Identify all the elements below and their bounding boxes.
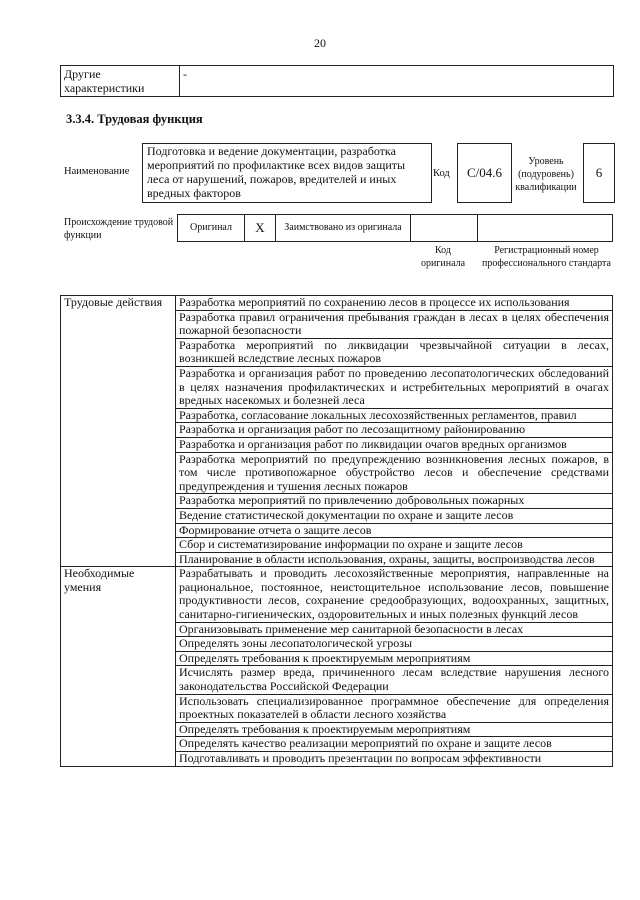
table-cell-item: Разработка и организация работ по проведению лесопатологических обследований в целях назначения профилактических и истребительных мероприятий в очагах вредных насекомых и болезней леса [176,366,613,408]
function-details-table [60,295,613,767]
table-cell-item: Сбор и систематизирование информации по охране и защите лесов [176,538,613,553]
table-row [61,296,613,311]
table-cell-item: Определять зоны лесопатологической угрозы [176,637,613,652]
other-characteristics-label: Другие характеристики [61,66,180,97]
origin-table [177,214,613,242]
table-cell-item: Определять требования к проектируемым мероприятиям [176,722,613,737]
table-cell-item: Разработка мероприятий по предупреждению возникновения лесных пожаров, в том числе противопожарное обустройство лесов и обеспечение средствами предупреждения и тушения лесных пожаров [176,452,613,494]
table-cell-item: Разработка мероприятий по сохранению лесов в процессе их использования [176,296,613,311]
table-cell-item: Исчислять размер вреда, причиненного лесам вследствие нарушения лесного законодательства Российской Федерации [176,666,613,694]
table-cell-item: Подготавливать и проводить презентации по вопросам эффективности [176,752,613,767]
table-cell-item: Разработка мероприятий по ликвидации чрезвычайной ситуации в лесах, возникшей вследствие лесных пожаров [176,338,613,366]
other-characteristics-table [60,65,614,97]
page-number: 20 [314,36,326,50]
qualification-level: 6 [583,143,615,203]
table-cell-item: Определять требования к проектируемым мероприятиям [176,651,613,666]
code-label: Код [433,168,450,179]
origin-code-caption: Код оригинала [420,245,466,269]
table-cell-item: Использовать специализированное программное обеспечение для определения проектных показателей в области лесного хозяйства [176,694,613,722]
function-name: Подготовка и ведение документации, разработка мероприятий по профилактике всех видов защиты леса от нарушений, пожаров, вредителей и иных вредных факторов [142,143,432,203]
qualification-level-label: Уровень (подуровень) квалификации [515,156,577,193]
table-cell-item: Разработка правил ограничения пребывания граждан в лесах в целях обеспечения пожарной безопасности [176,310,613,338]
table-cell-item: Планирование в области использования, охраны, защиты, воспроизводства лесов [176,552,613,567]
origin-code-cell [411,215,478,242]
table-cell-item: Разрабатывать и проводить лесохозяйственные мероприятия, направленные на рациональное, постоянное, неистощительное использование лесов, повышение продуктивности лесов, сохранение средообразующих, водоохранных, защитных, санитарно-гигиенических, оздоровительных и иных полезных функций лесов [176,567,613,622]
name-label: Наименование [64,166,130,177]
section-title: 3.3.4. Трудовая функция [66,112,203,126]
function-code: С/04.6 [457,143,512,203]
origin-label: Происхождение трудовой функции [64,217,174,241]
origin-reg-caption: Регистрационный номер профессионального стандарта [482,245,611,269]
origin-reg-cell [478,215,613,242]
table-cell-item: Разработка и организация работ по лесозащитному районированию [176,423,613,438]
table-cell-item: Разработка мероприятий по привлечению добровольных пожарных [176,494,613,509]
table-row [61,567,613,622]
table-cell-item: Организовывать применение мер санитарной безопасности в лесах [176,622,613,637]
origin-borrowed: Заимствовано из оригинала [276,215,411,242]
origin-original: Оригинал [178,215,245,242]
table-cell-item: Определять качество реализации мероприятий по охране и защите лесов [176,737,613,752]
other-characteristics-value: - [180,66,614,97]
origin-mark: X [245,215,276,242]
category-label: Трудовые действия [61,296,176,567]
table-cell-item: Разработка и организация работ по ликвидации очагов вредных организмов [176,437,613,452]
table-cell-item: Ведение статистической документации по охране и защите лесов [176,508,613,523]
category-label: Необходимые умения [61,567,176,766]
table-cell-item: Разработка, согласование локальных лесохозяйственных регламентов, правил [176,408,613,423]
table-cell-item: Формирование отчета о защите лесов [176,523,613,538]
